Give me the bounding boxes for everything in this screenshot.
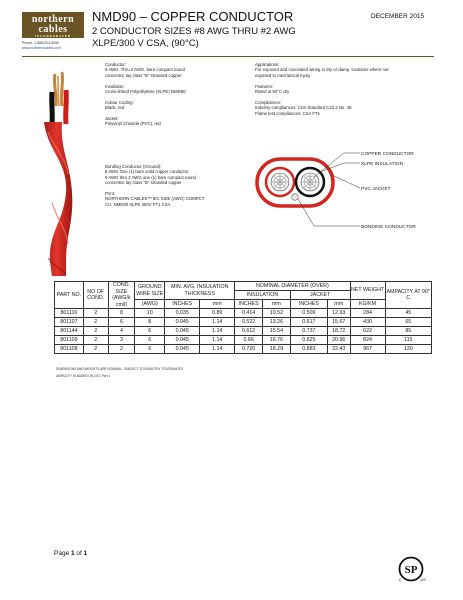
svg-text:SP: SP (404, 564, 418, 576)
unit-mm: mm (327, 300, 350, 309)
spec-print (105, 191, 251, 207)
table-cell: 15.54 (263, 327, 291, 336)
spec-heading: Print: (105, 191, 116, 197)
subtitle-line-2: XLPE/300 V CSA, (90°C) (92, 38, 199, 49)
spec-line: concentric lay class "B" stranded copper (105, 72, 182, 78)
col-header-min-insulation: MIN. AVG. INSULATION THICKNESS (165, 282, 235, 300)
table-cell: 801116 (55, 309, 84, 318)
table-cell: 2 (83, 345, 108, 354)
spec-features (255, 84, 435, 95)
table-cell: 15.67 (327, 318, 350, 327)
label-copper-conductor: COPPER CONDUCTOR (361, 152, 414, 157)
spec-jacket (105, 116, 251, 127)
document-subtitle (92, 26, 352, 50)
table-cell: 2 (83, 309, 108, 318)
table-cell: 1.14 (200, 318, 235, 327)
table-cell: 20.96 (327, 336, 350, 345)
table-cell: 13.26 (263, 318, 291, 327)
table-cell: 801108 (55, 345, 84, 354)
contact-phone: Phone: 1-888-524-5050 (22, 41, 59, 45)
col-header-no-of-cond: NO OF COND. (83, 282, 108, 309)
page-of: of (74, 550, 84, 557)
spec-heading: Bonding Conductor (Ground): (105, 164, 162, 169)
spec-bonding-conductor (105, 164, 251, 186)
table-cell: 10 (135, 309, 165, 318)
logo-line-3: INCORPORATED (34, 34, 72, 38)
table-footnotes (56, 366, 183, 380)
page-prefix: Page (54, 550, 71, 557)
col-header-jacket: JACKET (290, 291, 350, 300)
table-cell: 622 (350, 327, 385, 336)
table-cell: 2 (83, 327, 108, 336)
spec-line: Cross-linked Polyethylene (XLPE) NMD90 (105, 89, 186, 95)
spec-line: 6 AWG thru 2 AWG one (1) bare compact round (105, 174, 196, 180)
table-row (55, 309, 432, 318)
table-cell: 0.045 (165, 345, 200, 354)
cable-cross-section-diagram (252, 133, 442, 243)
table-cell: 2 (108, 345, 135, 354)
spec-line: For exposed and concealed wiring in dry or damp, locations where not (255, 67, 389, 73)
svg-text:US: US (420, 578, 426, 582)
spec-line: Black, red (105, 105, 125, 111)
table-cell: 0.89 (200, 309, 235, 318)
spec-heading: Compliances: (255, 99, 282, 105)
table-cell: 0.617 (290, 318, 327, 327)
spec-conductor (105, 62, 251, 78)
spec-line: 8 AWG. Thru 2 AWG. bare compact round (105, 67, 185, 73)
col-header-cond-size: COND. SIZE (AWG/k cmil) (108, 282, 135, 309)
table-cell: 85 (385, 327, 431, 336)
table-cell: 6 (135, 345, 165, 354)
page-current: 1 (71, 550, 75, 557)
table-row (55, 345, 432, 354)
table-cell: 0.66 (235, 336, 263, 345)
spec-line: Flame test compliances: CSA FT1 (255, 110, 320, 116)
table-cell: 0.883 (290, 345, 327, 354)
col-header-ampacity: AMPACITY AT 90° C (385, 282, 431, 309)
specs-left-column (105, 62, 251, 132)
header-divider (22, 56, 434, 57)
table-cell: 115 (385, 336, 431, 345)
table-cell: 0.045 (165, 336, 200, 345)
unit-kg-km: KG/KM (350, 300, 385, 309)
company-logo (22, 12, 84, 38)
table-cell: 1.14 (200, 327, 235, 336)
table-cell: 0.045 (165, 318, 200, 327)
unit-mm: mm (263, 300, 291, 309)
contact-info (22, 41, 61, 50)
unit-awg: (AWG) (135, 300, 165, 309)
table-cell: 45 (385, 309, 431, 318)
csa-certification-mark-icon (398, 556, 428, 582)
unit-inches: INCHES (165, 300, 200, 309)
spec-heading: Insulation: (105, 83, 125, 89)
table-cell: 18.72 (327, 327, 350, 336)
table-cell: 8 (135, 318, 165, 327)
table-cell: 22.43 (327, 345, 350, 354)
specs-bonding-print (105, 164, 251, 213)
col-header-nominal-diameter: NOMINAL DIAMETER (OVER) (235, 282, 350, 291)
col-header-part-no: PART NO. (55, 282, 84, 309)
specs-right-column (255, 62, 435, 121)
table-cell: 12.93 (327, 309, 350, 318)
footnote: DIMENSIONS AND WEIGHTS ARE NOMINAL, SUBJECT TO INDUSTRY TOLERANCES (56, 367, 183, 371)
page-total: 1 (83, 550, 88, 557)
spec-table-container (54, 281, 432, 354)
contact-website[interactable]: www.northerncables.com (22, 45, 62, 50)
table-cell: 18.29 (263, 345, 291, 354)
spec-line: 8 AWG One (1) bare solid copper conductor (105, 169, 189, 175)
spec-compliances (255, 100, 435, 116)
spec-line: CU. NMD90 XLPE 300V FT1 CSA (105, 201, 171, 207)
spec-line: exposed to mechanical injury (255, 72, 311, 78)
spec-line: Industry compliances: CSA Standard C22.2 No. 48 (255, 105, 352, 111)
spec-line: concentric lay class "B" stranded copper (105, 180, 182, 186)
spec-heading: Jacket: (105, 116, 119, 122)
table-cell: 801144 (55, 327, 84, 336)
table-cell: 0.035 (165, 309, 200, 318)
table-cell: 65 (385, 318, 431, 327)
label-pvc-jacket: PVC JACKET (361, 187, 391, 192)
table-cell: 3 (108, 336, 135, 345)
table-row (55, 327, 432, 336)
spec-heading: Colour Coding: (105, 99, 134, 105)
page-number (54, 550, 87, 557)
document-title: NMD90 – COPPER CONDUCTOR (92, 9, 294, 24)
table-cell: 6 (135, 327, 165, 336)
table-cell: 6 (108, 318, 135, 327)
table-cell: 0.045 (165, 327, 200, 336)
table-cell: 0.509 (290, 309, 327, 318)
table-cell: 8 (108, 309, 135, 318)
spec-line: Rated at 90°C dry (255, 89, 290, 95)
table-cell: 430 (350, 318, 385, 327)
spec-heading: Features: (255, 83, 274, 89)
table-cell: 0.737 (290, 327, 327, 336)
table-cell: 0.720 (235, 345, 263, 354)
table-cell: 801109 (55, 336, 84, 345)
spec-heading: Conductor: (105, 62, 127, 67)
spec-colour-coding (105, 100, 251, 111)
table-row (55, 336, 432, 345)
spec-heading: Applications: (255, 62, 280, 67)
label-xlpe-insulation: XLPE INSULATION (361, 162, 404, 167)
spec-applications (255, 62, 435, 78)
table-cell: 2 (83, 318, 108, 327)
spec-line: NORTHERN CABLES™ 8/C SIZE (AWG) COMPCT (105, 196, 205, 202)
subtitle-line-1: 2 CONDUCTOR SIZES #8 AWG THRU #2 AWG (92, 26, 296, 37)
table-cell: 1.14 (200, 345, 235, 354)
spec-table (54, 281, 432, 354)
col-header-insulation: INSULATION (235, 291, 291, 300)
table-cell: 2 (83, 336, 108, 345)
logo-line-2: cables (38, 24, 68, 35)
table-cell: 6 (135, 336, 165, 345)
table-cell: 4 (108, 327, 135, 336)
cable-photo (22, 62, 92, 286)
table-cell: 0.522 (235, 318, 263, 327)
table-row (55, 318, 432, 327)
label-bonding-conductor: BONDING CONDUCTOR (361, 225, 416, 230)
bonding-conductor-shape (292, 194, 299, 201)
table-cell: 0.825 (290, 336, 327, 345)
footnote: AMPACITY IS BASED ON CEC Part 1 (56, 374, 111, 378)
col-header-net-weight: NET WEIGHT (350, 282, 385, 300)
table-cell: 967 (350, 345, 385, 354)
unit-inches: INCHES (235, 300, 263, 309)
table-cell: 10.52 (263, 309, 291, 318)
table-cell: 0.612 (235, 327, 263, 336)
spec-line: Polyvinyl Chloride (PVC), red (105, 121, 161, 127)
table-cell: 0.414 (235, 309, 263, 318)
unit-inches: INCHES (290, 300, 327, 309)
table-cell: 801107 (55, 318, 84, 327)
table-cell: 130 (385, 345, 431, 354)
table-cell: 1.14 (200, 336, 235, 345)
table-cell: 284 (350, 309, 385, 318)
document-date: DECEMBER 2015 (371, 13, 425, 20)
logo-line-1: northern (31, 14, 75, 25)
table-cell: 824 (350, 336, 385, 345)
unit-mm: mm (200, 300, 235, 309)
spec-insulation (105, 84, 251, 95)
svg-text:C: C (398, 578, 402, 582)
col-header-ground-wire: GROUND WIRE SIZE (135, 282, 165, 300)
table-cell: 16.76 (263, 336, 291, 345)
